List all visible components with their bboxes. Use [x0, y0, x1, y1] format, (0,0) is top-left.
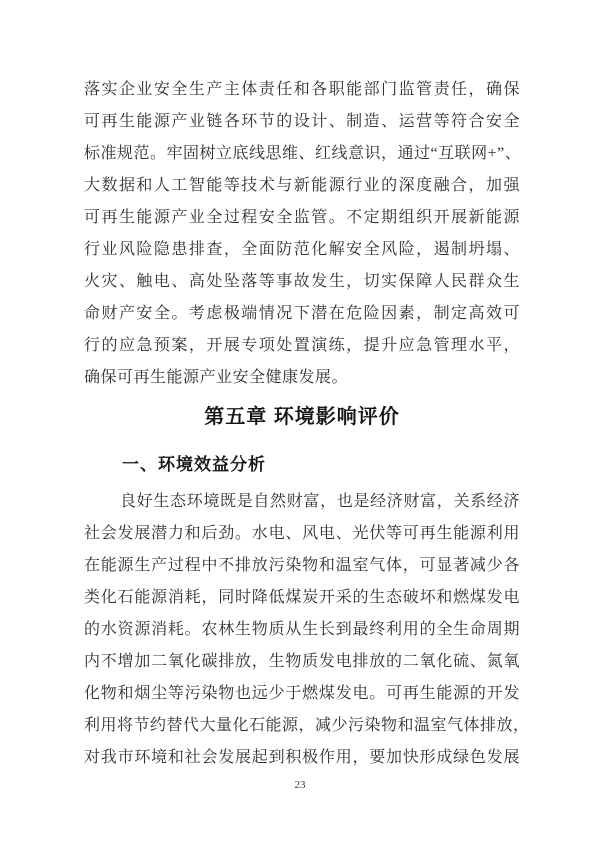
body-text-line: 对我市环境和社会发展起到积极作用，要加快形成绿色发展: [84, 749, 520, 766]
body-text-line: 在能源生产过程中不排放污染物和温室气体，可显著减少各: [84, 557, 520, 574]
body-text-line: 命财产安全。考虑极端情况下潜在危险因素，制定高效可: [84, 305, 520, 322]
body-text-line: 落实企业安全生产主体责任和各职能部门监管责任，确保: [84, 81, 520, 98]
body-text-line: 大数据和人工智能等技术与新能源行业的深度融合，加强: [84, 177, 520, 194]
body-text-line: 确保可再生能源产业安全健康发展。: [84, 369, 349, 386]
body-text-line: 行业风险隐患排查，全面防范化解安全风险，遏制坍塌、: [84, 241, 520, 258]
body-text-line: 良好生态环境既是自然财富，也是经济财富，关系经济: [120, 493, 520, 510]
body-text-line: 可再生能源产业全过程安全监管。不定期组织开展新能源: [84, 209, 520, 226]
body-text-line: 类化石能源消耗，同时降低煤炭开采的生态破坏和燃煤发电: [84, 589, 520, 606]
body-text-line: 化物和烟尘等污染物也远少于燃煤发电。可再生能源的开发: [84, 685, 520, 702]
body-text-line: 火灾、触电、高处坠落等事故发生，切实保障人民群众生: [84, 273, 520, 290]
body-text-line: 社会发展潜力和后劲。水电、风电、光伏等可再生能源利用: [84, 525, 520, 542]
body-text-line: 行的应急预案，开展专项处置演练，提升应急管理水平，: [84, 337, 520, 354]
body-text-line: 标准规范。牢固树立底线思维、红线意识，通过“互联网+”、: [84, 145, 522, 162]
paragraph-safety-supervision: [84, 74, 520, 394]
body-text-line: 可再生能源产业链各环节的设计、制造、运营等符合安全: [84, 113, 520, 130]
section-heading: 一、环境效益分析: [122, 455, 266, 474]
page-content: [84, 74, 530, 774]
body-text-line: 内不增加二氧化碳排放，生物质发电排放的二氧化硫、氮氧: [84, 653, 520, 670]
body-text-line: 的水资源消耗。农林生物质从生长到最终利用的全生命周期: [84, 621, 520, 638]
body-text-line: 利用将节约替代大量化石能源，减少污染物和温室气体排放，: [84, 717, 530, 734]
page-number: 23: [294, 779, 306, 791]
chapter-heading: 第五章 环境影响评价: [204, 406, 400, 428]
paragraph-environmental-benefit: [84, 486, 530, 774]
